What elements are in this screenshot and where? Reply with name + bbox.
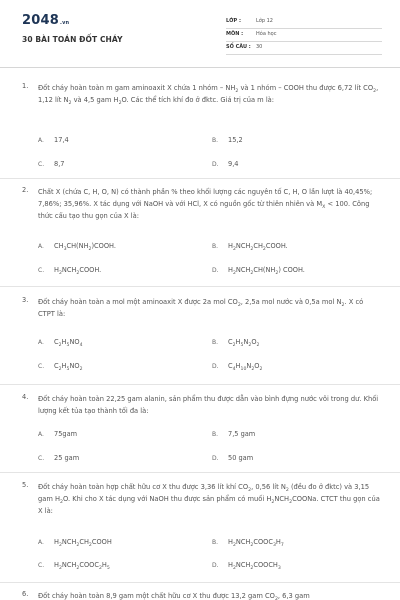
option-text: 7,5 gam	[228, 430, 256, 438]
option-a[interactable]	[38, 538, 112, 546]
option-b[interactable]	[212, 538, 284, 546]
option-text: $C_2H_5NO_4$	[54, 338, 83, 348]
question-separator	[0, 384, 400, 385]
logo-suffix: .vn	[59, 20, 70, 26]
option-d[interactable]	[212, 362, 262, 370]
option-letter: A.	[38, 243, 44, 250]
question-separator	[0, 582, 400, 583]
option-text: $C_2H_5N_2O_2$	[228, 338, 260, 348]
option-d[interactable]	[212, 561, 281, 569]
option-text: $H_2NCH_2COOCH_3$	[228, 561, 281, 571]
option-letter: D.	[212, 267, 219, 274]
option-text: 15,2	[228, 136, 243, 144]
question-separator	[0, 178, 400, 179]
logo-text: 2048	[22, 13, 59, 28]
option-letter: A.	[38, 431, 44, 438]
question-text: Chất X (chứa C, H, O, N) có thành phần % theo khối lượng các nguyên tố C, H, O lần lượt là 40,45%; 7,86%; 35,96%. X tác dụng với NaOH và với HCl, X có nguồn gốc từ thiên nhiên và $M_X < 100$. Công thức cấu tạo thu gọn của X là:	[38, 188, 373, 221]
question-number: 6.	[22, 590, 29, 598]
meta-subject-label: MÔN :	[226, 31, 244, 37]
option-letter: C.	[38, 161, 45, 168]
meta-count-value: 30	[256, 44, 263, 50]
option-d[interactable]	[212, 454, 253, 462]
option-letter: C.	[38, 267, 45, 274]
option-letter: A.	[38, 137, 44, 144]
option-letter: B.	[212, 539, 219, 546]
option-c[interactable]	[38, 266, 101, 274]
option-b[interactable]	[212, 338, 259, 346]
option-letter: D.	[212, 562, 219, 569]
option-a[interactable]	[38, 338, 83, 346]
meta-count	[226, 42, 382, 55]
question-number: 3.	[22, 296, 29, 304]
option-c[interactable]	[38, 160, 65, 168]
header-divider	[0, 67, 400, 68]
option-text: $C_4H_{10}N_2O_2$	[228, 362, 263, 372]
question-text: Đốt cháy hoàn toàn hợp chất hữu cơ X thu được 3,36 lít khí $CO_2$, 0,56 lít $N_2$ (đều đo ở đktc) và 3,15 gam $H_2O$. Khi cho X tác dụng với NaOH thu được sản phẩm có muối $H_2NCH_2COONa$. CTCT thu gọn của X là:	[38, 483, 380, 516]
site-logo[interactable]	[22, 13, 69, 28]
option-text: 8,7	[54, 160, 65, 168]
option-b[interactable]	[212, 242, 288, 250]
meta-subject	[226, 29, 382, 42]
option-letter: A.	[38, 539, 44, 546]
meta-count-label: SỐ CÂU :	[226, 44, 251, 50]
option-text: $H_2NCH_2CH(NH_2)$ COOH.	[228, 266, 305, 276]
meta-grade-label: LỚP :	[226, 18, 241, 24]
option-letter: B.	[212, 431, 219, 438]
option-text: 75gam	[54, 430, 78, 438]
option-letter: D.	[212, 363, 219, 370]
option-text: $CH_3CH(NH_2)COOH$.	[54, 242, 116, 252]
option-text: $H_2NCH_2CH_2COOH$.	[228, 242, 288, 252]
question-text: Đốt cháy hoàn toàn a mol một aminoaxit X được 2a mol $CO_2$, 2,5a mol nước và 0,5a mol $N_2$. X có CTPT là:	[38, 298, 364, 319]
option-text: $H_2NCH_2CH_2COOH$	[54, 538, 112, 548]
question-number: 5.	[22, 481, 29, 489]
option-d[interactable]	[212, 160, 239, 168]
option-letter: A.	[38, 339, 44, 346]
option-letter: C.	[38, 455, 45, 462]
meta-grade-value: Lớp 12	[256, 18, 273, 24]
option-letter: C.	[38, 562, 45, 569]
meta-grade	[226, 16, 382, 29]
option-text: 9,4	[228, 160, 239, 168]
option-text: 25 gam	[54, 454, 80, 462]
question-text: Đốt cháy hoàn toàn m gam aminoaxit X chứa 1 nhóm – $NH_2$ và 1 nhóm – COOH thu được 6,72 lít $CO_2$, 1,12 lít $N_2$ và 4,5 gam $H_2O$. Các thể tích khí đo ở đktc. Giá trị của m là:	[38, 84, 379, 107]
option-letter: D.	[212, 161, 219, 168]
option-c[interactable]	[38, 561, 110, 569]
option-b[interactable]	[212, 430, 255, 438]
question-separator	[0, 286, 400, 287]
option-d[interactable]	[212, 266, 305, 274]
question-text: Đốt cháy hoàn toàn 8,9 gam một chất hữu cơ X thu được 13,2 gam $CO_2$, 6,3 gam	[38, 592, 310, 600]
question-number: 2.	[22, 186, 29, 194]
option-a[interactable]	[38, 242, 116, 250]
option-a[interactable]	[38, 136, 69, 144]
option-b[interactable]	[212, 136, 243, 144]
option-letter: B.	[212, 243, 219, 250]
option-letter: D.	[212, 455, 219, 462]
option-text: 50 gam	[228, 454, 254, 462]
option-letter: C.	[38, 363, 45, 370]
question-text: Đốt cháy hoàn toàn 22,25 gam alanin, sản phẩm thu được dẫn vào bình đựng nước vôi trong dư. Khối lượng kết tủa tạo thành tối đa là:	[38, 395, 379, 416]
option-a[interactable]	[38, 430, 77, 438]
option-text: $C_2H_5NO_2$	[54, 362, 83, 372]
option-text: $H_2NCH_2COOH$.	[54, 266, 102, 276]
question-number: 4.	[22, 393, 29, 401]
document-header	[0, 0, 400, 66]
option-text: 17,4	[54, 136, 69, 144]
question-number: 1.	[22, 82, 29, 90]
question-separator	[0, 472, 400, 473]
meta-subject-value: Hóa học	[256, 31, 277, 37]
option-letter: B.	[212, 339, 219, 346]
option-text: $H_2NCH_2COOC_3H_7$	[228, 538, 284, 548]
option-letter: B.	[212, 137, 219, 144]
option-c[interactable]	[38, 454, 79, 462]
document-title: 30 BÀI TOÁN ĐỐT CHÁY	[22, 35, 123, 44]
option-c[interactable]	[38, 362, 83, 370]
option-text: $H_2NCH_2COOC_2H_5$	[54, 561, 110, 571]
